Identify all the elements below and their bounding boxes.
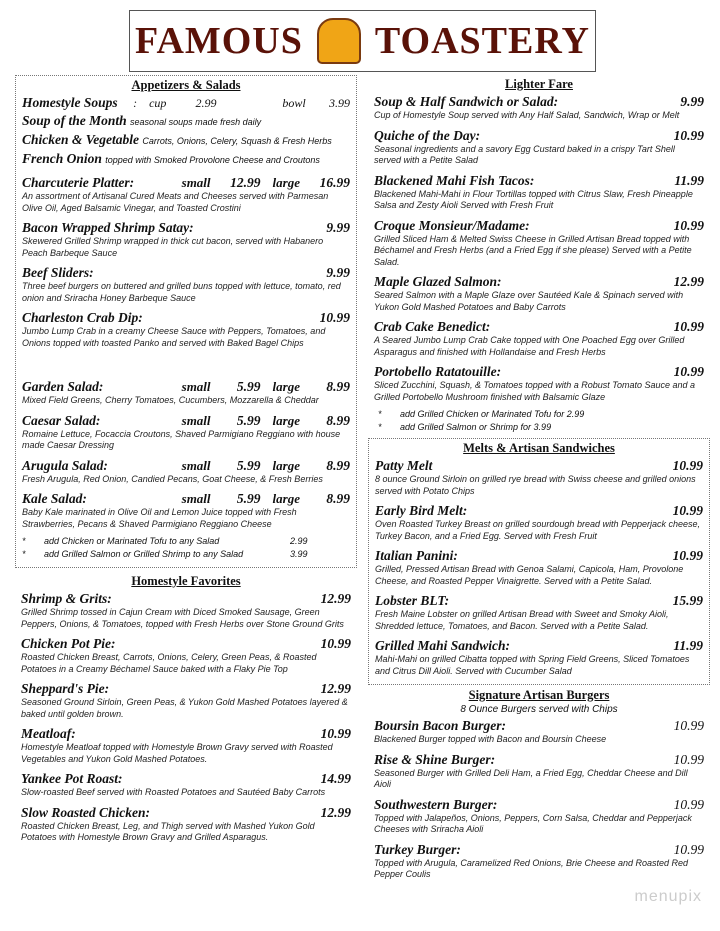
item-name: Quiche of the Day: — [374, 127, 481, 143]
item-header — [374, 93, 704, 110]
item-price: 12.99 — [673, 274, 704, 289]
brand-right: TOASTERY — [374, 20, 590, 62]
lighter-section — [368, 77, 710, 438]
item-description: Sliced Zucchini, Squash, & Tomatoes topped with a Robust Tomato Sauce and a Grilled Portobello Mushroom finished with Balsamic Glaze — [374, 380, 696, 402]
menu-item — [375, 547, 703, 587]
item-name: Yankee Pot Roast: — [21, 771, 123, 786]
item-price: 11.99 — [674, 172, 704, 188]
bowl-label: bowl — [282, 96, 306, 110]
bullet: * — [378, 409, 382, 419]
note-price: 2.99 — [290, 536, 308, 546]
item-description: Fresh Maine Lobster on grilled Artisan Bread with Sweet and Smoky Aioli, Shredded lettuce, Tomatoes, and Bacon. Served with a Petite Salad. — [375, 609, 669, 631]
item-name: Croque Monsieur/Madame: — [374, 217, 530, 233]
item-description: Blackened Burger topped with Bacon and Boursin Cheese — [374, 734, 607, 744]
item-price: 10.99 — [673, 841, 704, 857]
item-description: Topped with Jalapeños, Onions, Peppers, Corn Salsa, Cheddar and Pepperjack Cheeses with Sriracha Aioli — [374, 812, 692, 834]
item-description: Baby Kale marinated in Olive Oil and Lemon Juice topped with Fresh Strawberries, Pecans & Shaved Parmigiano Reggiano Cheese — [22, 507, 297, 529]
menu-item — [375, 637, 703, 677]
item-name: Rise & Shine Burger: — [374, 751, 496, 767]
item-header — [22, 309, 350, 326]
item-name: Caesar Salad: — [22, 412, 101, 428]
menu-item — [374, 127, 704, 167]
item-description: Skewered Grilled Shrimp wrapped in thick cut bacon, served with Habanero Peach Barbeque Sauce — [22, 236, 324, 258]
soup-line — [22, 150, 350, 169]
menu-item — [374, 841, 704, 881]
section-title: Appetizers & Salads — [131, 78, 241, 92]
menu-item — [374, 318, 704, 358]
price-label: large — [272, 175, 300, 190]
item-description: Slow-roasted Beef served with Roasted Potatoes and Sautéed Baby Carrots — [21, 787, 326, 797]
item-name: Arugula Salad: — [22, 457, 108, 473]
item-header — [21, 770, 351, 787]
item-name: Southwestern Burger: — [374, 796, 498, 812]
add-on-note — [22, 548, 350, 561]
item-price: 5.99 — [236, 491, 261, 506]
item-name: Portobello Ratatouille: — [374, 364, 502, 379]
item-description: Homestyle Meatloaf topped with Homestyle Brown Gravy served with Roasted Vegetables and Yukon Gold Mashed Potatoes. — [21, 742, 333, 764]
price-label: small — [181, 175, 211, 190]
item-price: 9.99 — [680, 94, 704, 109]
item-name: Kale Salad: — [22, 491, 87, 506]
section-title: Signature Artisan Burgers — [468, 688, 610, 702]
item-price: 10.99 — [673, 127, 704, 143]
item-price: 8.99 — [326, 379, 350, 394]
bullet: * — [378, 422, 382, 432]
soups-row: Homestyle Soups : cup 2.99 bowl 3.99 — [22, 95, 350, 110]
menu-item — [374, 217, 704, 269]
price-label: large — [272, 457, 300, 473]
section-title: Melts & Artisan Sandwiches — [463, 441, 615, 455]
item-price: 10.99 — [673, 319, 704, 334]
item-header — [374, 796, 704, 813]
item-description: Romaine Lettuce, Focaccia Croutons, Shaved Parmigiano Reggiano with house made Caesar Dressing — [22, 428, 341, 450]
item-header — [375, 547, 703, 564]
menu-item — [374, 796, 704, 836]
price-label: small — [181, 491, 211, 506]
item-description: Roasted Chicken Breast, Leg, and Thigh served with Mashed Yukon Gold Potatoes with Homestyle Brown Gravy and Grilled Asparagus. — [21, 820, 315, 842]
menu-item — [374, 93, 704, 122]
menu-item — [21, 770, 351, 799]
add-on-note — [22, 535, 350, 548]
menu-item — [22, 264, 350, 304]
menu-item — [22, 378, 350, 407]
item-price: 10.99 — [673, 796, 704, 812]
item-header — [375, 637, 703, 654]
brand-logo — [129, 10, 596, 72]
price-label: large — [272, 379, 300, 394]
menu-item — [374, 751, 704, 791]
item-name: Shrimp & Grits: — [21, 591, 112, 606]
menu-item — [374, 363, 704, 403]
item-description: Grilled, Pressed Artisan Bread with Genoa Salami, Capicola, Ham, Provolone Cheese, and Roasted Pepper Vinaigrette. Served with a Petite Salad. — [375, 564, 684, 586]
menu-item — [375, 592, 703, 632]
price-label: small — [181, 379, 211, 394]
item-header — [374, 717, 704, 734]
item-price: 5.99 — [236, 412, 261, 428]
item-header — [22, 378, 350, 395]
item-price: 5.99 — [236, 379, 261, 394]
item-header — [374, 751, 704, 768]
soup-name: Soup of the Month — [22, 113, 127, 128]
item-name: Garden Salad: — [22, 379, 104, 394]
item-name: Meatloaf: — [21, 726, 76, 741]
item-price: 10.99 — [319, 310, 350, 325]
item-price: 14.99 — [320, 771, 351, 786]
item-header — [21, 680, 351, 697]
item-name: Chicken Pot Pie: — [21, 636, 116, 651]
item-header — [375, 502, 703, 519]
menu-item — [22, 219, 350, 259]
item-price: 10.99 — [672, 548, 703, 563]
menu-item — [374, 273, 704, 313]
item-price: 16.99 — [319, 175, 350, 190]
menu-item — [21, 680, 351, 720]
item-header — [21, 590, 351, 607]
watermark: menupix — [634, 887, 702, 905]
soup-description: topped with Smoked Provolone Cheese and Croutons — [105, 155, 320, 165]
brand-left: FAMOUS — [135, 20, 303, 62]
item-name: Grilled Mahi Sandwich: — [375, 638, 511, 653]
item-header — [22, 174, 350, 191]
item-price: 10.99 — [673, 751, 704, 767]
menu-item — [21, 725, 351, 765]
item-header — [21, 635, 351, 652]
soup-line — [22, 131, 350, 150]
item-name: Lobster BLT: — [375, 593, 450, 608]
item-description: Oven Roasted Turkey Breast on grilled sourdough bread with Pepperjack cheese, Turkey Bacon, and a Fried Egg. Served with Fresh Fruit — [375, 519, 701, 541]
item-name: Homestyle Soups — [22, 95, 118, 110]
appetizers-section — [15, 75, 357, 568]
item-header — [21, 725, 351, 742]
section-subtitle: 8 Ounce Burgers served with Chips — [460, 704, 618, 715]
add-on-note — [378, 421, 704, 434]
item-price: 10.99 — [673, 718, 704, 733]
item-price: 10.99 — [673, 364, 704, 379]
item-header — [22, 490, 350, 507]
bullet: * — [22, 549, 26, 559]
item-name: Charcuterie Platter: — [22, 175, 135, 190]
item-description: Roasted Chicken Breast, Carrots, Onions, Celery, Green Peas, & Roasted Potatoes in a Creamy Béchamel Sauce baked with a Flaky Pie Top — [21, 652, 317, 674]
item-description: Blackened Mahi-Mahi in Flour Tortillas topped with Citrus Slaw, Fresh Pineapple Salsa and Zesty Aioli Served with Fresh Fruit — [374, 188, 693, 210]
bowl-price: 3.99 — [329, 96, 350, 110]
item-description: Topped with Arugula, Caramelized Red Onions, Brie Cheese and Roasted Red Pepper Coulis — [374, 857, 689, 879]
item-description: Jumbo Lump Crab in a creamy Cheese Sauce with Peppers, Tomatoes, and Onions topped with toasted Panko and served with Baked Bagel Chips — [22, 326, 326, 348]
note-price: 3.99 — [290, 549, 308, 559]
item-header — [22, 264, 350, 281]
menu-item — [374, 717, 704, 746]
menu-item — [21, 804, 351, 844]
item-header — [22, 412, 350, 429]
item-header — [374, 363, 704, 380]
item-name: Charleston Crab Dip: — [22, 310, 143, 325]
note-text: add Grilled Salmon or Grilled Shrimp to any Salad — [44, 549, 244, 559]
item-description: Grilled Shrimp tossed in Cajun Cream with Diced Smoked Sausage, Green Peppers, Onions, & Tomatoes, topped with Fresh Herbs over Stone Ground Grits — [21, 607, 344, 629]
item-price: 15.99 — [672, 593, 703, 608]
menu-item — [21, 590, 351, 630]
item-description: Mahi-Mahi on grilled Cibatta topped with Spring Field Greens, Sliced Tomatoes and Citrus Dill Aioli. Served with Cucumber Salad — [375, 654, 690, 676]
item-description: Seared Salmon with a Maple Glaze over Sautéed Kale & Spinach served with Yukon Gold Mashed Potatoes and Baby Carrots — [374, 290, 684, 312]
note-text: add Grilled Chicken or Marinated Tofu for 2.99 — [400, 409, 585, 419]
item-price: 8.99 — [326, 491, 350, 506]
item-header — [22, 219, 350, 236]
item-header — [375, 592, 703, 609]
menu-item — [375, 457, 703, 497]
item-price: 9.99 — [326, 220, 350, 235]
item-price: 11.99 — [673, 638, 703, 653]
item-description: Seasoned Ground Sirloin, Green Peas, & Yukon Gold Mashed Potatoes layered & baked until golden brown. — [21, 697, 348, 719]
item-description: Fresh Arugula, Red Onion, Candied Pecans, Goat Cheese, & Fresh Berries — [22, 473, 323, 484]
menu-item — [375, 502, 703, 542]
item-header — [374, 273, 704, 290]
item-header — [22, 457, 350, 474]
price-label: large — [272, 412, 300, 428]
item-header — [374, 217, 704, 234]
item-header — [21, 804, 351, 821]
item-name: Slow Roasted Chicken: — [21, 804, 151, 820]
item-price: 8.99 — [326, 412, 350, 428]
price-label: large — [272, 491, 300, 506]
item-description: An assortment of Artisanal Cured Meats and Cheeses served with Parmesan Olive Oil, Aged Balsamic Vinegar, and Toasted Crostini — [22, 191, 329, 213]
menu-item — [22, 412, 350, 452]
item-header — [374, 841, 704, 858]
cup-price: 2.99 — [195, 96, 217, 110]
item-header — [375, 457, 703, 474]
add-on-note — [378, 408, 704, 421]
soup-name: Chicken & Vegetable — [22, 132, 139, 147]
soup-line — [22, 112, 350, 131]
item-header — [374, 318, 704, 335]
price-label: small — [181, 457, 211, 473]
burgers-section — [368, 688, 710, 886]
soup-description: Carrots, Onions, Celery, Squash & Fresh Herbs — [142, 136, 332, 146]
item-name: Soup & Half Sandwich or Salad: — [374, 94, 559, 109]
item-header — [374, 127, 704, 144]
item-price: 12.99 — [320, 681, 351, 696]
toast-icon — [317, 18, 361, 64]
melts-section — [368, 438, 710, 685]
item-name: Boursin Bacon Burger: — [374, 718, 507, 733]
homestyle-section — [15, 574, 357, 849]
item-name: Turkey Burger: — [374, 841, 461, 857]
item-name: Early Bird Melt: — [375, 503, 468, 518]
item-price: 10.99 — [672, 458, 703, 473]
item-price: 9.99 — [326, 265, 350, 280]
menu-item — [374, 172, 704, 212]
item-description: Three beef burgers on buttered and grilled buns topped with lettuce, tomato, red onion and Sriracha Honey Barbeque Sauce — [22, 281, 341, 303]
item-price: 12.99 — [320, 591, 351, 606]
section-title: Homestyle Favorites — [131, 574, 241, 588]
spacer — [22, 354, 350, 378]
item-price: 10.99 — [673, 217, 704, 233]
right-column — [368, 77, 710, 906]
menu-item — [22, 490, 350, 530]
item-name: Blackened Mahi Fish Tacos: — [374, 172, 535, 188]
item-description: A Seared Jumbo Lump Crab Cake topped with One Poached Egg over Grilled Asparagus and finished with Hollandaise and Fresh Herbs — [374, 335, 685, 357]
item-name: Bacon Wrapped Shrimp Satay: — [22, 220, 194, 235]
item-price: 10.99 — [320, 636, 351, 651]
item-name: Patty Melt — [375, 458, 433, 473]
item-price: 8.99 — [326, 457, 350, 473]
menu-item — [22, 309, 350, 349]
item-name: Sheppard's Pie: — [21, 681, 110, 696]
soup-description: seasonal soups made fresh daily — [130, 117, 262, 127]
item-name: Italian Panini: — [375, 548, 458, 563]
item-description: Grilled Sliced Ham & Melted Swiss Cheese in Grilled Artisan Bread topped with Béchamel and Fresh Herbs (and a Fried Egg if she please) Served with a Petite Salad. — [374, 233, 692, 267]
item-description: Cup of Homestyle Soup served with Any Half Salad, Sandwich, Wrap or Melt — [374, 110, 680, 120]
item-description: 8 ounce Ground Sirloin on grilled rye bread with Swiss cheese and grilled onions served with Potato Chips — [375, 474, 696, 496]
note-text: add Chicken or Marinated Tofu to any Salad — [44, 536, 220, 546]
item-header — [374, 172, 704, 189]
bullet: * — [22, 536, 26, 546]
cup-label: cup — [149, 96, 167, 110]
item-price: 10.99 — [320, 726, 351, 741]
price-label: small — [181, 412, 211, 428]
left-column — [15, 75, 357, 849]
item-description: Mixed Field Greens, Cherry Tomatoes, Cucumbers, Mozzarella & Cheddar — [22, 395, 319, 405]
item-name: Beef Sliders: — [22, 265, 94, 280]
section-title: Lighter Fare — [505, 77, 573, 91]
item-name: Maple Glazed Salmon: — [374, 274, 502, 289]
item-price: 12.99 — [230, 175, 261, 190]
menu-item — [22, 174, 350, 214]
menu-item — [21, 635, 351, 675]
note-text: add Grilled Salmon or Shrimp for 3.99 — [400, 422, 552, 432]
menu-item — [22, 457, 350, 486]
item-description: Seasonal ingredients and a savory Egg Custard baked in a crispy Tart Shell served with a Petite Salad — [374, 143, 675, 165]
item-description: Seasoned Burger with Grilled Deli Ham, a Fried Egg, Cheddar Cheese and Dill Aioli — [374, 767, 688, 789]
item-price: 5.99 — [236, 457, 261, 473]
item-name: Crab Cake Benedict: — [374, 319, 491, 334]
soup-name: French Onion — [22, 151, 102, 166]
item-price: 10.99 — [672, 503, 703, 518]
item-price: 12.99 — [320, 804, 351, 820]
